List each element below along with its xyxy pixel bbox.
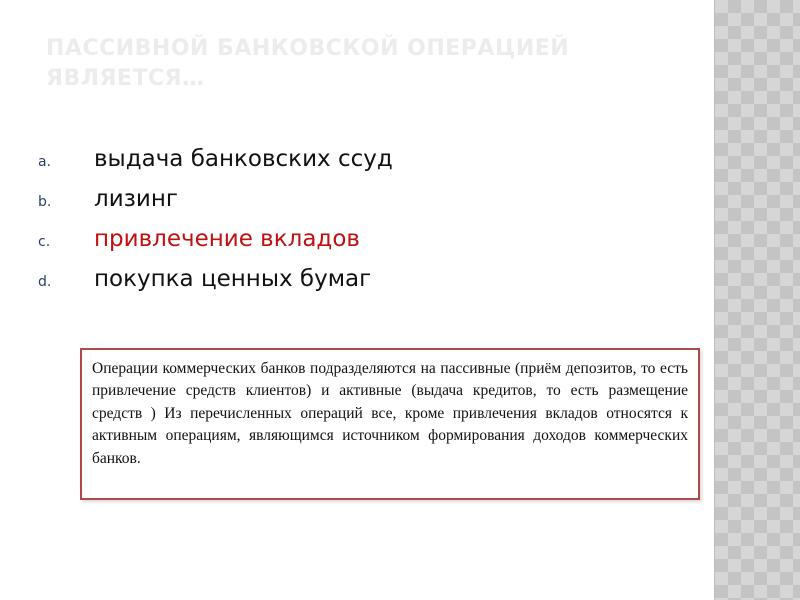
option-text: лизинг: [94, 186, 178, 212]
answer-option-b: [38, 186, 678, 226]
option-text: выдача банковских ссуд: [94, 146, 393, 172]
answer-option-d: [38, 266, 678, 306]
option-text: покупка ценных бумаг: [94, 266, 372, 292]
explanation-text: Операции коммерческих банков подразделяются на пассивные (приём депозитов, то есть привлечение средств клиентов) и активные (выдача кредитов, то есть размещение средств ) Из перечисленных операций все, кроме привлечения вкладов относятся к активным операциям, являющимся источником формирования доходов коммерческих банков.: [92, 360, 688, 467]
option-text: привлечение вкладов: [94, 226, 360, 252]
option-letter: d.: [38, 274, 52, 290]
answer-option-a: [38, 146, 678, 186]
slide-title: ПАССИВНОЙ БАНКОВСКОЙ ОПЕРАЦИЕЙ ЯВЛЯЕТСЯ…: [46, 36, 570, 91]
answer-option-c-correct: [38, 226, 678, 266]
explanation-box: [80, 348, 700, 500]
option-letter: b.: [38, 194, 52, 210]
answer-options-list: [38, 146, 678, 306]
option-letter: c.: [38, 234, 51, 250]
option-letter: a.: [38, 154, 52, 170]
decorative-side-pattern: [714, 0, 800, 600]
